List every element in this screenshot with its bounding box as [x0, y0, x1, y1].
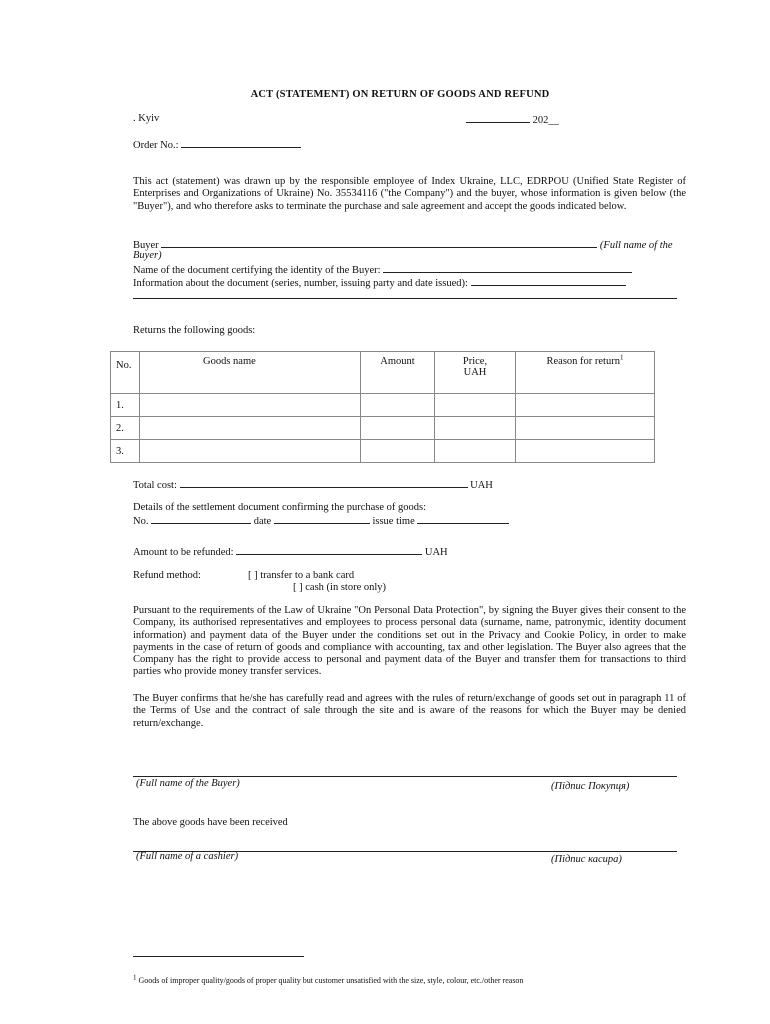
reason-cell[interactable] [516, 417, 655, 440]
id-doc-info-row [133, 276, 626, 291]
price-cell[interactable] [435, 417, 516, 440]
order-no-row [133, 138, 301, 153]
refund-amount-currency: UAH [424, 547, 448, 558]
col-price-label: Price, [462, 356, 488, 367]
sig-cashier-sign: (Підпис касира) [551, 854, 622, 865]
settlement-date-field[interactable] [274, 514, 370, 524]
sig-buyer-name: (Full name of the Buyer) [136, 778, 240, 789]
document-title: ACT (STATEMENT) ON RETURN OF GOODS AND REFUND [250, 89, 550, 100]
goods-table-header [111, 352, 655, 394]
goods-name-cell[interactable] [140, 394, 361, 417]
col-goods-name: Goods name [140, 352, 361, 394]
settlement-time-label: issue time [372, 516, 415, 527]
row-number: 2. [111, 417, 140, 440]
goods-name-cell[interactable] [140, 440, 361, 463]
id-doc-info-field[interactable] [471, 276, 626, 286]
col-price [435, 352, 516, 394]
refund-amount-field[interactable] [236, 545, 422, 555]
table-row [111, 417, 655, 440]
refund-method-label: Refund method: [133, 570, 201, 581]
footnote [133, 973, 524, 985]
buyer-signature-line[interactable] [133, 776, 677, 777]
sig-buyer-sign: (Підпис Покупця) [551, 781, 630, 792]
buyer-hint: (Full name of the [599, 240, 673, 251]
settlement-no-field[interactable] [151, 514, 251, 524]
date-field [466, 113, 559, 128]
total-cost-label: Total cost: [133, 480, 177, 491]
order-no-field[interactable] [181, 138, 301, 148]
reason-cell[interactable] [516, 440, 655, 463]
total-cost-field[interactable] [180, 478, 468, 488]
col-reason-footnote-ref: 1 [619, 353, 624, 362]
id-doc-label: Name of the document certifying the identity of the Buyer: [133, 265, 381, 276]
received-label: The above goods have been received [133, 817, 288, 828]
goods-table [110, 351, 655, 463]
id-doc-info-field-line[interactable] [133, 298, 677, 299]
id-doc-field[interactable] [383, 263, 632, 273]
buyer-hint-cont: Buyer) [133, 250, 162, 261]
goods-name-cell[interactable] [140, 417, 361, 440]
footnote-separator [133, 956, 304, 957]
settlement-label: Details of the settlement document confirming the purchase of goods: [133, 502, 427, 513]
refund-amount-label: Amount to be refunded: [133, 547, 234, 558]
date-blank[interactable] [466, 113, 530, 123]
row-number: 1. [111, 394, 140, 417]
sig-cashier-name: (Full name of a cashier) [136, 851, 239, 862]
price-cell[interactable] [435, 440, 516, 463]
col-reason-label: Reason for return [546, 356, 620, 367]
confirm-paragraph: The Buyer confirms that he/she has carefully read and agrees with the rules of return/exchange of goods set out in paragraph 11 of the Terms of Use and the contract of sale through the site and is aware of the reasons for which the Buyer may be denied return/exchange. [133, 693, 686, 729]
amount-cell[interactable] [361, 417, 435, 440]
date-year: 202__ [532, 115, 559, 126]
id-doc-info-label: Information about the document (series, number, issuing party and date issued): [133, 278, 468, 289]
settlement-no-label: No. [133, 516, 149, 527]
intro-paragraph: This act (statement) was drawn up by the responsible employee of Index Ukraine, LLC, EDRPOU (Unified State Register of Enterprises and Organizations of Ukraine) No. 35534116 ("the Company") and the buyer, whose information is given below (the "Buyer"), and who therefore asks to terminate the purchase and sale agreement and accept the goods indicated below. [133, 176, 686, 212]
order-no-label: Order No.: [133, 140, 179, 151]
settlement-date-label: date [253, 516, 272, 527]
settlement-row [133, 514, 509, 529]
city: . Kyiv [133, 113, 160, 124]
row-number: 3. [111, 440, 140, 463]
table-row [111, 394, 655, 417]
col-amount: Amount [361, 352, 435, 394]
footnote-number: 1 [133, 973, 137, 982]
col-reason [516, 352, 655, 394]
reason-cell[interactable] [516, 394, 655, 417]
col-price-unit: UAH [463, 367, 487, 378]
total-cost-row [133, 478, 493, 493]
buyer-name-field[interactable] [161, 238, 597, 248]
privacy-paragraph: Pursuant to the requirements of the Law of Ukraine "On Personal Data Protection", by signing the Buyer gives their consent to the Company, its authorised representatives and employees to process personal data (surname, name, patronymic, identity document information) and payment data of the Buyer under the conditions set out in the Privacy and Cookie Policy, in order to make payments in the case of return of goods and compliance with accounting, tax and other legislation. The Buyer also agrees that the Company has the right to provide access to personal and payment data of the Buyer and transfer them for transactions to third parties who provide money transfer services. [133, 605, 686, 678]
amount-cell[interactable] [361, 440, 435, 463]
refund-option-cash[interactable]: [ ] cash (in store only) [293, 582, 387, 593]
buyer-label: Buyer [133, 240, 159, 251]
total-cost-currency: UAH [470, 480, 493, 491]
refund-amount-row [133, 545, 448, 560]
price-cell[interactable] [435, 394, 516, 417]
settlement-time-field[interactable] [417, 514, 509, 524]
amount-cell[interactable] [361, 394, 435, 417]
col-no: No. [111, 352, 140, 394]
footnote-text: Goods of improper quality/goods of proper quality but customer unsatisfied with the size, style, colour, etc./other reason [138, 976, 524, 985]
returns-label: Returns the following goods: [133, 325, 256, 336]
buyer-row [133, 238, 673, 253]
refund-option-card[interactable]: [ ] transfer to a bank card [248, 570, 355, 581]
table-row [111, 440, 655, 463]
